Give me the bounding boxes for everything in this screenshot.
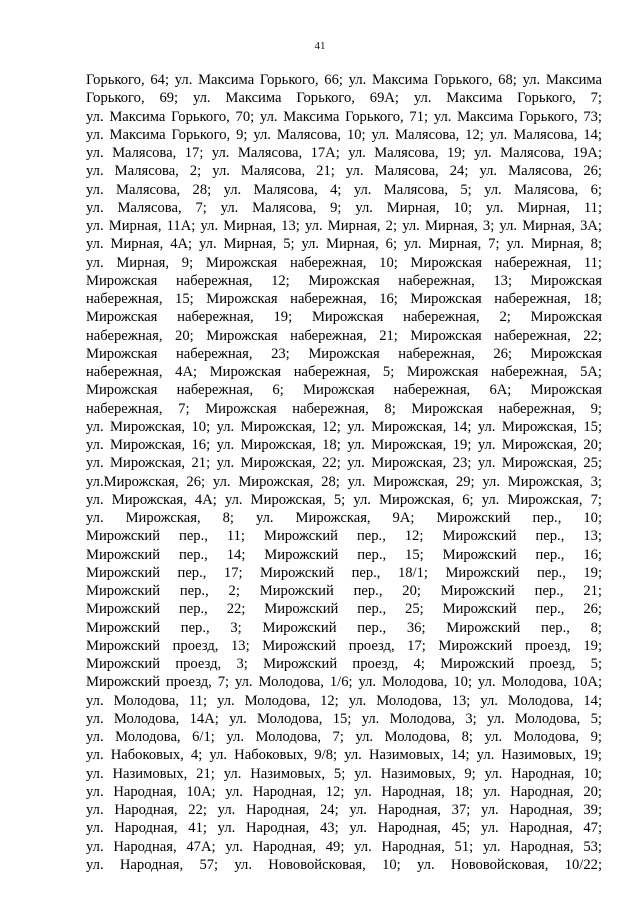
text-line: ул. Мирная, 11А; ул. Мирная, 13; ул. Мирная, 2; ул. Мирная, 3; ул. Мирная, 3А; — [86, 218, 602, 234]
text-line: Мирожский пер., 3; Мирожский пер., 36; Мирожский пер., 8; — [86, 619, 602, 636]
text-line: ул. Мирожская, 4А; ул. Мирожская, 5; ул. Мирожская, 6; ул. Мирожская, 7; — [86, 491, 602, 508]
text-line: ул. Малясова, 17; ул. Малясова, 17А; ул. Малясова, 19; ул. Малясова, 19А; — [86, 145, 602, 161]
text-line: ул. Молодова, 14А; ул. Молодова, 15; ул. Молодова, 3; ул. Молодова, 5; — [86, 710, 602, 727]
text-line: ул. Народная, 57; ул. Нововойсковая, 10; ул. Нововойсковая, 10/22; — [86, 856, 602, 873]
text-line: Мирожский пер., 22; Мирожский пер., 25; Мирожский пер., 26; — [86, 601, 602, 618]
text-line: Мирожский проезд, 13; Мирожский проезд, 17; Мирожский проезд, 19; — [86, 637, 602, 654]
text-line: набережная, 7; Мирожская набережная, 8; Мирожская набережная, 9; — [86, 400, 602, 417]
text-line: ул. Молодова, 6/1; ул. Молодова, 7; ул. Молодова, 8; ул. Молодова, 9; — [86, 729, 602, 745]
text-line: ул. Народная, 41; ул. Народная, 43; ул. Народная, 45; ул. Народная, 47; — [86, 820, 602, 837]
text-line: набережная, 20; Мирожская набережная, 21; Мирожская набережная, 22; — [86, 327, 602, 344]
text-line: набережная, 15; Мирожская набережная, 16; Мирожская набережная, 18; — [86, 291, 602, 307]
text-line: набережная, 4А; Мирожская набережная, 5; Мирожская набережная, 5А; — [86, 364, 602, 380]
text-line: ул. Малясова, 2; ул. Малясова, 21; ул. Малясова, 24; ул. Малясова, 26; — [86, 163, 602, 180]
text-line: ул. Народная, 22; ул. Народная, 24; ул. Народная, 37; ул. Народная, 39; — [86, 802, 602, 818]
text-line: ул. Мирожская, 21; ул. Мирожская, 22; ул. Мирожская, 23; ул. Мирожская, 25; — [86, 455, 602, 472]
address-list-text — [86, 71, 602, 874]
text-line: ул. Народная, 10А; ул. Народная, 12; ул. Народная, 18; ул. Народная, 20; — [86, 783, 602, 800]
page-number: 41 — [314, 40, 326, 52]
text-line: Мирожская набережная, 19; Мирожская набережная, 2; Мирожская — [86, 309, 602, 326]
text-line: ул. Мирожская, 8; ул. Мирожская, 9А; Мирожский пер., 10; — [86, 510, 602, 526]
text-line: ул. Молодова, 11; ул. Молодова, 12; ул. Молодова, 13; ул. Молодова, 14; — [86, 692, 602, 709]
text-line: ул. Мирная, 9; Мирожская набережная, 10; Мирожская набережная, 11; — [86, 254, 602, 271]
text-line: ул. Мирная, 4А; ул. Мирная, 5; ул. Мирная, 6; ул. Мирная, 7; ул. Мирная, 8; — [86, 236, 602, 253]
text-line: Горького, 69; ул. Максима Горького, 69А; ул. Максима Горького, 7; — [86, 90, 602, 107]
text-line: Мирожский проезд, 3; Мирожский проезд, 4; Мирожский проезд, 5; — [86, 656, 602, 672]
text-line: Мирожский проезд, 7; ул. Молодова, 1/6; ул. Молодова, 10; ул. Молодова, 10А; — [86, 674, 602, 691]
text-line: Мирожский пер., 14; Мирожский пер., 15; Мирожский пер., 16; — [86, 546, 602, 563]
text-line: ул. Максима Горького, 9; ул. Малясова, 10; ул. Малясова, 12; ул. Малясова, 14; — [86, 126, 602, 143]
text-line: Мирожская набережная, 23; Мирожская набережная, 26; Мирожская — [86, 345, 602, 362]
text-line: ул. Максима Горького, 70; ул. Максима Горького, 71; ул. Максима Горького, 73; — [86, 108, 602, 125]
text-line: Горького, 64; ул. Максима Горького, 66; ул. Максима Горького, 68; ул. Максима — [86, 72, 602, 88]
text-line: Мирожская набережная, 12; Мирожская набережная, 13; Мирожская — [86, 272, 602, 289]
text-line: ул. Мирожская, 10; ул. Мирожская, 12; ул. Мирожская, 14; ул. Мирожская, 15; — [86, 418, 602, 435]
text-line: Мирожская набережная, 6; Мирожская набережная, 6А; Мирожская — [86, 382, 602, 399]
text-line: Мирожский пер., 2; Мирожский пер., 20; Мирожский пер., 21; — [86, 583, 602, 599]
text-line: ул. Народная, 47А; ул. Народная, 49; ул. Народная, 51; ул. Народная, 53; — [86, 838, 602, 855]
text-line: Мирожский пер., 17; Мирожский пер., 18/1; Мирожский пер., 19; — [86, 564, 602, 581]
text-line: ул. Малясова, 7; ул. Малясова, 9; ул. Мирная, 10; ул. Мирная, 11; — [86, 199, 602, 216]
text-line: ул.Мирожская, 26; ул. Мирожская, 28; ул. Мирожская, 29; ул. Мирожская, 3; — [86, 473, 602, 490]
text-line: ул. Набоковых, 4; ул. Набоковых, 9/8; ул. Назимовых, 14; ул. Назимовых, 19; — [86, 747, 602, 764]
text-line: ул. Малясова, 28; ул. Малясова, 4; ул. Малясова, 5; ул. Малясова, 6; — [86, 181, 602, 198]
text-line: Мирожский пер., 11; Мирожский пер., 12; Мирожский пер., 13; — [86, 528, 602, 545]
text-line: ул. Мирожская, 16; ул. Мирожская, 18; ул. Мирожская, 19; ул. Мирожская, 20; — [86, 437, 602, 453]
text-line: ул. Назимовых, 21; ул. Назимовых, 5; ул. Назимовых, 9; ул. Народная, 10; — [86, 765, 602, 782]
